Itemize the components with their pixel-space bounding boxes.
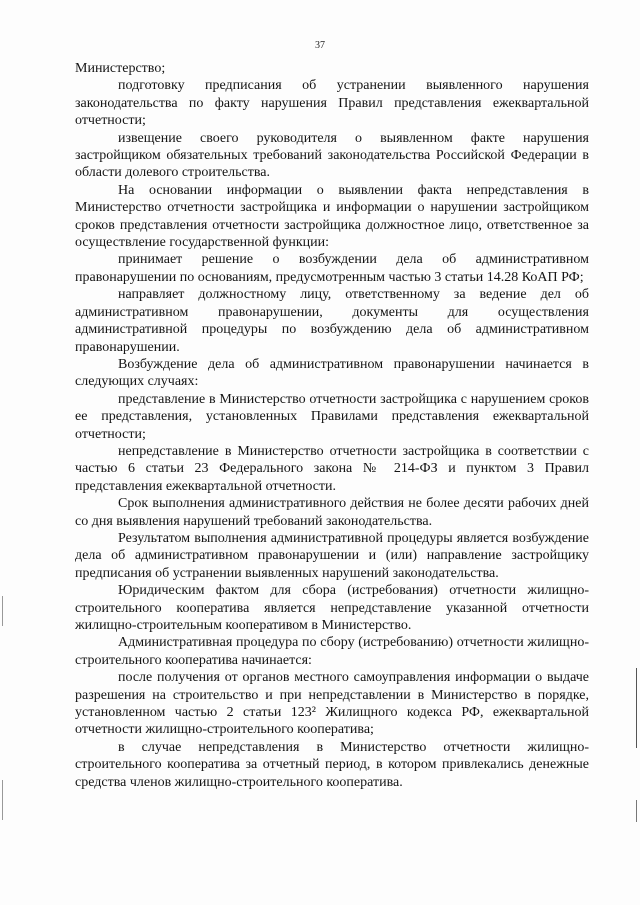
scan-speck bbox=[2, 596, 3, 626]
paragraph-5: принимает решение о возбуждении дела об административном правонарушении по основаниям, предусмотренным частью 3 статьи 14.28 КоАП РФ; bbox=[75, 252, 589, 285]
paragraph-11: Результатом выполнения административной процедуры является возбуждение дела об административном правонарушении и (или) направление застройщику предписания об устранении выявленных нарушений законодательства. bbox=[75, 530, 589, 581]
scan-edge-mark bbox=[636, 668, 637, 748]
paragraph-3: извещение своего руководителя о выявленном факте нарушения застройщиком обязательных требований законодательства Российской Федерации в области долевого строительства. bbox=[75, 130, 589, 181]
paragraph-2: подготовку предписания об устранении выявленного нарушения законодательства по факту нарушения Правил представления ежеквартальной отчетности; bbox=[75, 78, 589, 129]
paragraph-1: Министерство; bbox=[75, 61, 166, 76]
paragraph-15: в случае непредставления в Министерство отчетности жилищно-строительного кооператива за отчетный период, в котором привлекались денежные средства членов жилищно-строительного кооператива. bbox=[75, 739, 589, 790]
paragraph-14: после получения от органов местного самоуправления информации о выдаче разрешения на строительство и при непредставлении в Министерство в порядке, установленном частью 2 статьи 123² Жилищного кодекса РФ, ежеквартальной отчетности жилищно-строительного кооператива; bbox=[75, 670, 589, 738]
paragraph-4: На основании информации о выявлении факта непредставления в Министерство отчетности застройщика и информации о нарушении застройщиком сроков представления отчетности застройщика должностное лицо, ответственное за осуществление государственной функции: bbox=[75, 182, 589, 251]
document-body bbox=[75, 60, 589, 791]
paragraph-12: Юридическим фактом для сбора (истребования) отчетности жилищно-строительного кооператива является непредставление указанной отчетности жилищно-строительным кооперативом в Министерство. bbox=[75, 583, 589, 633]
scan-speck bbox=[2, 780, 3, 820]
paragraph-6: направляет должностному лицу, ответственному за ведение дел об административном правонарушении, документы для осуществления административной процедуры по возбуждению дела об административном правонарушении. bbox=[75, 287, 589, 355]
paragraph-7: Возбуждение дела об административном правонарушении начинается в следующих случаях: bbox=[75, 356, 589, 390]
paragraph-13: Административная процедура по сбору (истребованию) отчетности жилищно-строительного кооператива начинается: bbox=[75, 635, 589, 668]
page-number: 37 bbox=[315, 40, 325, 51]
paragraph-10: Срок выполнения административного действия не более десяти рабочих дней со дня выявления нарушений требований законодательства. bbox=[75, 496, 589, 529]
paragraph-9: непредставление в Министерство отчетности застройщика в соответствии с частью 6 статьи 23 Федерального закона № 214-ФЗ и пунктом 3 Правил представления ежеквартальной отчетности. bbox=[75, 443, 589, 494]
scan-edge-mark bbox=[636, 800, 637, 822]
paragraph-8: представление в Министерство отчетности застройщика с нарушением сроков ее представления, установленных Правилами представления ежеквартальной отчетности; bbox=[75, 391, 589, 442]
